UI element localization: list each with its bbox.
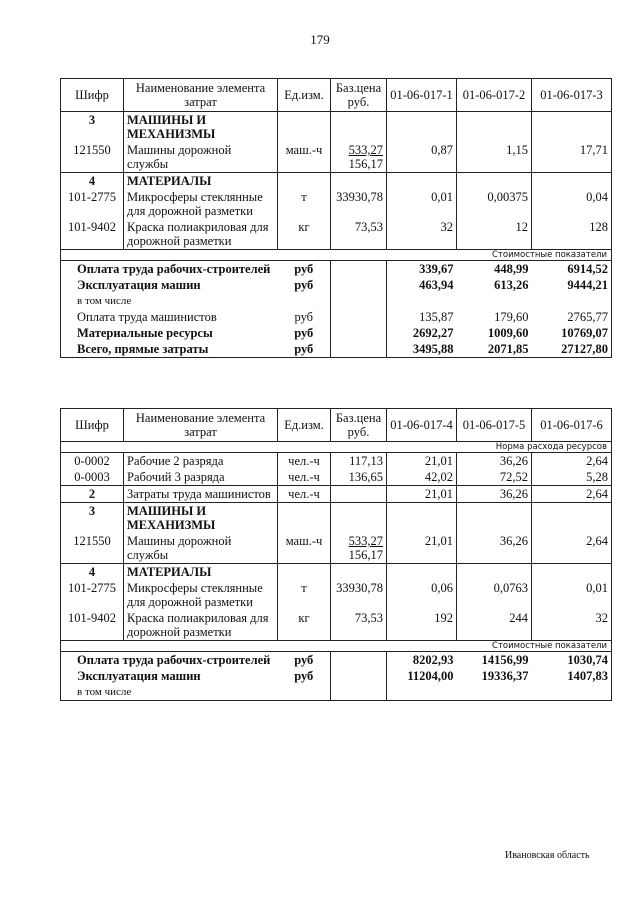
summary-value: [457, 293, 532, 309]
row-price: [331, 453, 387, 470]
row-unit: чел.-ч: [278, 453, 331, 470]
row-value: 1,15: [457, 142, 532, 173]
row-value: [387, 173, 457, 190]
summary-value: 135,87: [419, 310, 454, 324]
summary-name: Оплата труда машинистов: [61, 309, 278, 325]
base-price: 136,65: [348, 470, 383, 484]
base-price: 33930,78: [336, 190, 383, 204]
base-price: 33930,78: [336, 581, 383, 595]
summary-value: 613,26: [494, 278, 529, 292]
row-value: 2,64: [532, 533, 612, 564]
row-value: [457, 503, 532, 534]
summary-name: Материальные ресурсы: [61, 325, 278, 341]
header-column: 01-06-017-4: [387, 409, 457, 442]
row-value: 244: [457, 610, 532, 641]
summary-unit: руб: [278, 341, 331, 358]
row-value: 32: [532, 610, 612, 641]
summary-value: 2692,27: [412, 326, 454, 340]
row-name: МАШИНЫ И МЕХАНИЗМЫ: [124, 112, 278, 143]
row-value: 42,02: [387, 469, 457, 486]
base-price: 117,13: [349, 454, 383, 468]
footer-region: Ивановская область: [505, 850, 590, 861]
row-price: [331, 189, 387, 219]
row-value: 32: [387, 219, 457, 250]
row-code: 4: [61, 564, 124, 581]
row-unit: т: [278, 189, 331, 219]
row-value: 72,52: [457, 469, 532, 486]
summary-unit: руб: [294, 310, 314, 324]
summary-value: 1009,60: [487, 326, 529, 340]
summary-price: [331, 277, 387, 293]
header-column: 01-06-017-1: [387, 79, 457, 112]
row-code: 2: [61, 486, 124, 503]
summary-unit: руб: [294, 262, 314, 276]
summary-unit: руб: [294, 669, 314, 683]
row-name: МАТЕРИАЛЫ: [124, 564, 278, 581]
row-price: [331, 533, 387, 564]
row-unit: [278, 173, 331, 190]
summary-price: [331, 341, 387, 358]
summary-value: 1407,83: [532, 668, 612, 684]
header-column: 01-06-017-2: [457, 79, 532, 112]
base-price: 73,53: [354, 220, 383, 234]
summary-unit: [278, 293, 331, 309]
row-value: 0,01: [532, 580, 612, 610]
cost-label-row: [61, 250, 612, 261]
summary-price: [331, 325, 387, 341]
summary-value: 14156,99: [481, 653, 529, 667]
row-value: 192: [387, 610, 457, 641]
header-code: Шифр: [61, 409, 124, 442]
row-unit: кг: [278, 610, 331, 641]
summary-unit: руб: [294, 278, 314, 292]
header-code: Шифр: [61, 79, 124, 112]
row-value: 0,0763: [457, 580, 532, 610]
row-value: [532, 564, 612, 581]
row-code: 101-2775: [61, 580, 124, 610]
table-row: [61, 219, 612, 250]
summary-value: 6914,52: [532, 261, 612, 278]
cost-table-1: [60, 78, 612, 358]
summary-price: [331, 261, 387, 278]
row-unit: чел.-ч: [278, 486, 331, 503]
row-unit: [278, 112, 331, 143]
row-value: [387, 564, 457, 581]
row-name: Микросферы стеклянные для дорожной разметки: [124, 189, 278, 219]
row-code: 101-9402: [61, 610, 124, 641]
table-row: [61, 189, 612, 219]
header-name: Наименование элемента затрат: [124, 79, 278, 112]
row-value: 2,64: [532, 453, 612, 470]
row-code: 101-9402: [61, 219, 124, 250]
table-row: [61, 580, 612, 610]
summary-row: [61, 684, 612, 701]
summary-unit: [278, 684, 331, 701]
table-row: [61, 453, 612, 470]
row-code: 121550: [61, 533, 124, 564]
header-price: Баз.цена руб.: [331, 79, 387, 112]
table-row: [61, 469, 612, 486]
summary-price: [331, 293, 387, 309]
row-name: Рабочий 3 разряда: [124, 469, 278, 486]
row-value: [457, 564, 532, 581]
row-name: Затраты труда машинистов: [124, 486, 278, 503]
summary-value: 2071,85: [457, 341, 532, 358]
table-row: [61, 503, 612, 534]
base-price: 73,53: [354, 611, 383, 625]
row-unit: чел.-ч: [278, 469, 331, 486]
row-code: 121550: [61, 142, 124, 173]
row-code: 4: [61, 173, 124, 190]
row-name: Краска полиакриловая для дорожной разметки: [124, 219, 278, 250]
row-price: [331, 112, 387, 143]
summary-value: 9444,21: [532, 277, 612, 293]
summary-value: 448,99: [494, 262, 529, 276]
row-value: 21,01: [387, 486, 457, 503]
table-row: [61, 533, 612, 564]
row-value: 128: [532, 219, 612, 250]
norm-label-row: [61, 442, 612, 453]
row-unit: [278, 503, 331, 534]
norm-label: Норма расхода ресурсов: [61, 442, 612, 453]
table-row: [61, 486, 612, 503]
summary-name: в том числе: [61, 293, 278, 309]
summary-price: [331, 684, 387, 701]
row-value: [532, 173, 612, 190]
row-name: Краска полиакриловая для дорожной разметки: [124, 610, 278, 641]
row-unit: маш.-ч: [278, 533, 331, 564]
row-name: Микросферы стеклянные для дорожной разметки: [124, 580, 278, 610]
summary-value: 463,94: [419, 278, 454, 292]
row-price: [331, 219, 387, 250]
row-unit: маш.-ч: [278, 142, 331, 173]
summary-value: 10769,07: [532, 325, 612, 341]
row-price: [331, 469, 387, 486]
row-value: 0,04: [532, 189, 612, 219]
row-value: 21,01: [387, 533, 457, 564]
summary-value: 19336,37: [481, 669, 529, 683]
row-code: 0-0003: [61, 469, 124, 486]
cost-label-row: [61, 641, 612, 652]
row-code: 3: [61, 503, 124, 534]
summary-name: Оплата труда рабочих-строителей: [61, 261, 278, 278]
table-row: [61, 610, 612, 641]
header-price: Баз.цена руб.: [331, 409, 387, 442]
base-price-machinist: 156,17: [348, 548, 383, 562]
row-value: [387, 112, 457, 143]
row-code: 3: [61, 112, 124, 143]
summary-unit: руб: [294, 326, 314, 340]
summary-value: 8202,93: [412, 653, 454, 667]
row-value: 36,26: [457, 453, 532, 470]
summary-row: [61, 325, 612, 341]
row-value: [387, 503, 457, 534]
summary-value: 3495,88: [387, 341, 457, 358]
summary-name: Всего, прямые затраты: [61, 341, 278, 358]
header-name: Наименование элемента затрат: [124, 409, 278, 442]
row-price: [331, 142, 387, 173]
row-value: 5,28: [532, 469, 612, 486]
summary-value: [387, 293, 457, 309]
row-value: 17,71: [532, 142, 612, 173]
summary-row: [61, 277, 612, 293]
row-price: [331, 503, 387, 534]
summary-name: Эксплуатация машин: [61, 668, 278, 684]
row-value: 0,01: [387, 189, 457, 219]
header-unit: Ед.изм.: [278, 79, 331, 112]
summary-value: 11204,00: [407, 669, 454, 683]
header-row: [61, 409, 612, 442]
row-name: Машины дорожной службы: [124, 142, 278, 173]
header-unit: Ед.изм.: [278, 409, 331, 442]
row-price: [331, 580, 387, 610]
row-price: [331, 610, 387, 641]
row-price: [331, 564, 387, 581]
summary-name: Эксплуатация машин: [61, 277, 278, 293]
summary-row: [61, 668, 612, 684]
cost-table-2: [60, 408, 612, 701]
row-price: [331, 486, 387, 503]
row-value: 36,26: [457, 486, 532, 503]
summary-row: [61, 652, 612, 669]
row-value: 2,64: [532, 486, 612, 503]
summary-price: [331, 309, 387, 325]
summary-name: Оплата труда рабочих-строителей: [61, 652, 278, 669]
cost-label: Стоимостные показатели: [61, 641, 612, 652]
row-value: 36,26: [457, 533, 532, 564]
row-value: 12: [457, 219, 532, 250]
base-price-machinist: 156,17: [348, 157, 383, 171]
summary-row: [61, 261, 612, 278]
row-unit: т: [278, 580, 331, 610]
row-unit: кг: [278, 219, 331, 250]
summary-value: 2765,77: [532, 309, 612, 325]
cost-label: Стоимостные показатели: [61, 250, 612, 261]
header-column: 01-06-017-3: [532, 79, 612, 112]
row-price: [331, 173, 387, 190]
table-row: [61, 112, 612, 143]
summary-value: 1030,74: [532, 652, 612, 669]
table-row: [61, 564, 612, 581]
row-name: Рабочие 2 разряда: [124, 453, 278, 470]
header-row: [61, 79, 612, 112]
row-value: 0,87: [387, 142, 457, 173]
summary-value: [532, 684, 612, 701]
summary-value: 339,67: [419, 262, 454, 276]
table-row: [61, 173, 612, 190]
row-value: [457, 173, 532, 190]
summary-unit: руб: [294, 653, 314, 667]
row-code: 0-0002: [61, 453, 124, 470]
summary-value: 179,60: [494, 310, 529, 324]
summary-row: [61, 293, 612, 309]
row-value: 0,00375: [457, 189, 532, 219]
summary-price: [331, 652, 387, 669]
summary-name: в том числе: [61, 684, 278, 701]
row-code: 101-2775: [61, 189, 124, 219]
row-value: 0,06: [387, 580, 457, 610]
row-name: МАШИНЫ И МЕХАНИЗМЫ: [124, 503, 278, 534]
summary-value: [387, 684, 457, 701]
summary-price: [331, 668, 387, 684]
row-value: [457, 112, 532, 143]
base-price: 533,27: [348, 143, 383, 157]
page-number: 179: [310, 32, 330, 47]
row-name: Машины дорожной службы: [124, 533, 278, 564]
row-unit: [278, 564, 331, 581]
summary-row: [61, 309, 612, 325]
row-value: [532, 112, 612, 143]
summary-value: [457, 684, 532, 701]
base-price: 533,27: [348, 534, 383, 548]
header-column: 01-06-017-6: [532, 409, 612, 442]
summary-value: [532, 293, 612, 309]
summary-value: 27127,80: [532, 341, 612, 358]
row-value: [532, 503, 612, 534]
row-name: МАТЕРИАЛЫ: [124, 173, 278, 190]
table-row: [61, 142, 612, 173]
summary-row: [61, 341, 612, 358]
header-column: 01-06-017-5: [457, 409, 532, 442]
row-value: 21,01: [387, 453, 457, 470]
